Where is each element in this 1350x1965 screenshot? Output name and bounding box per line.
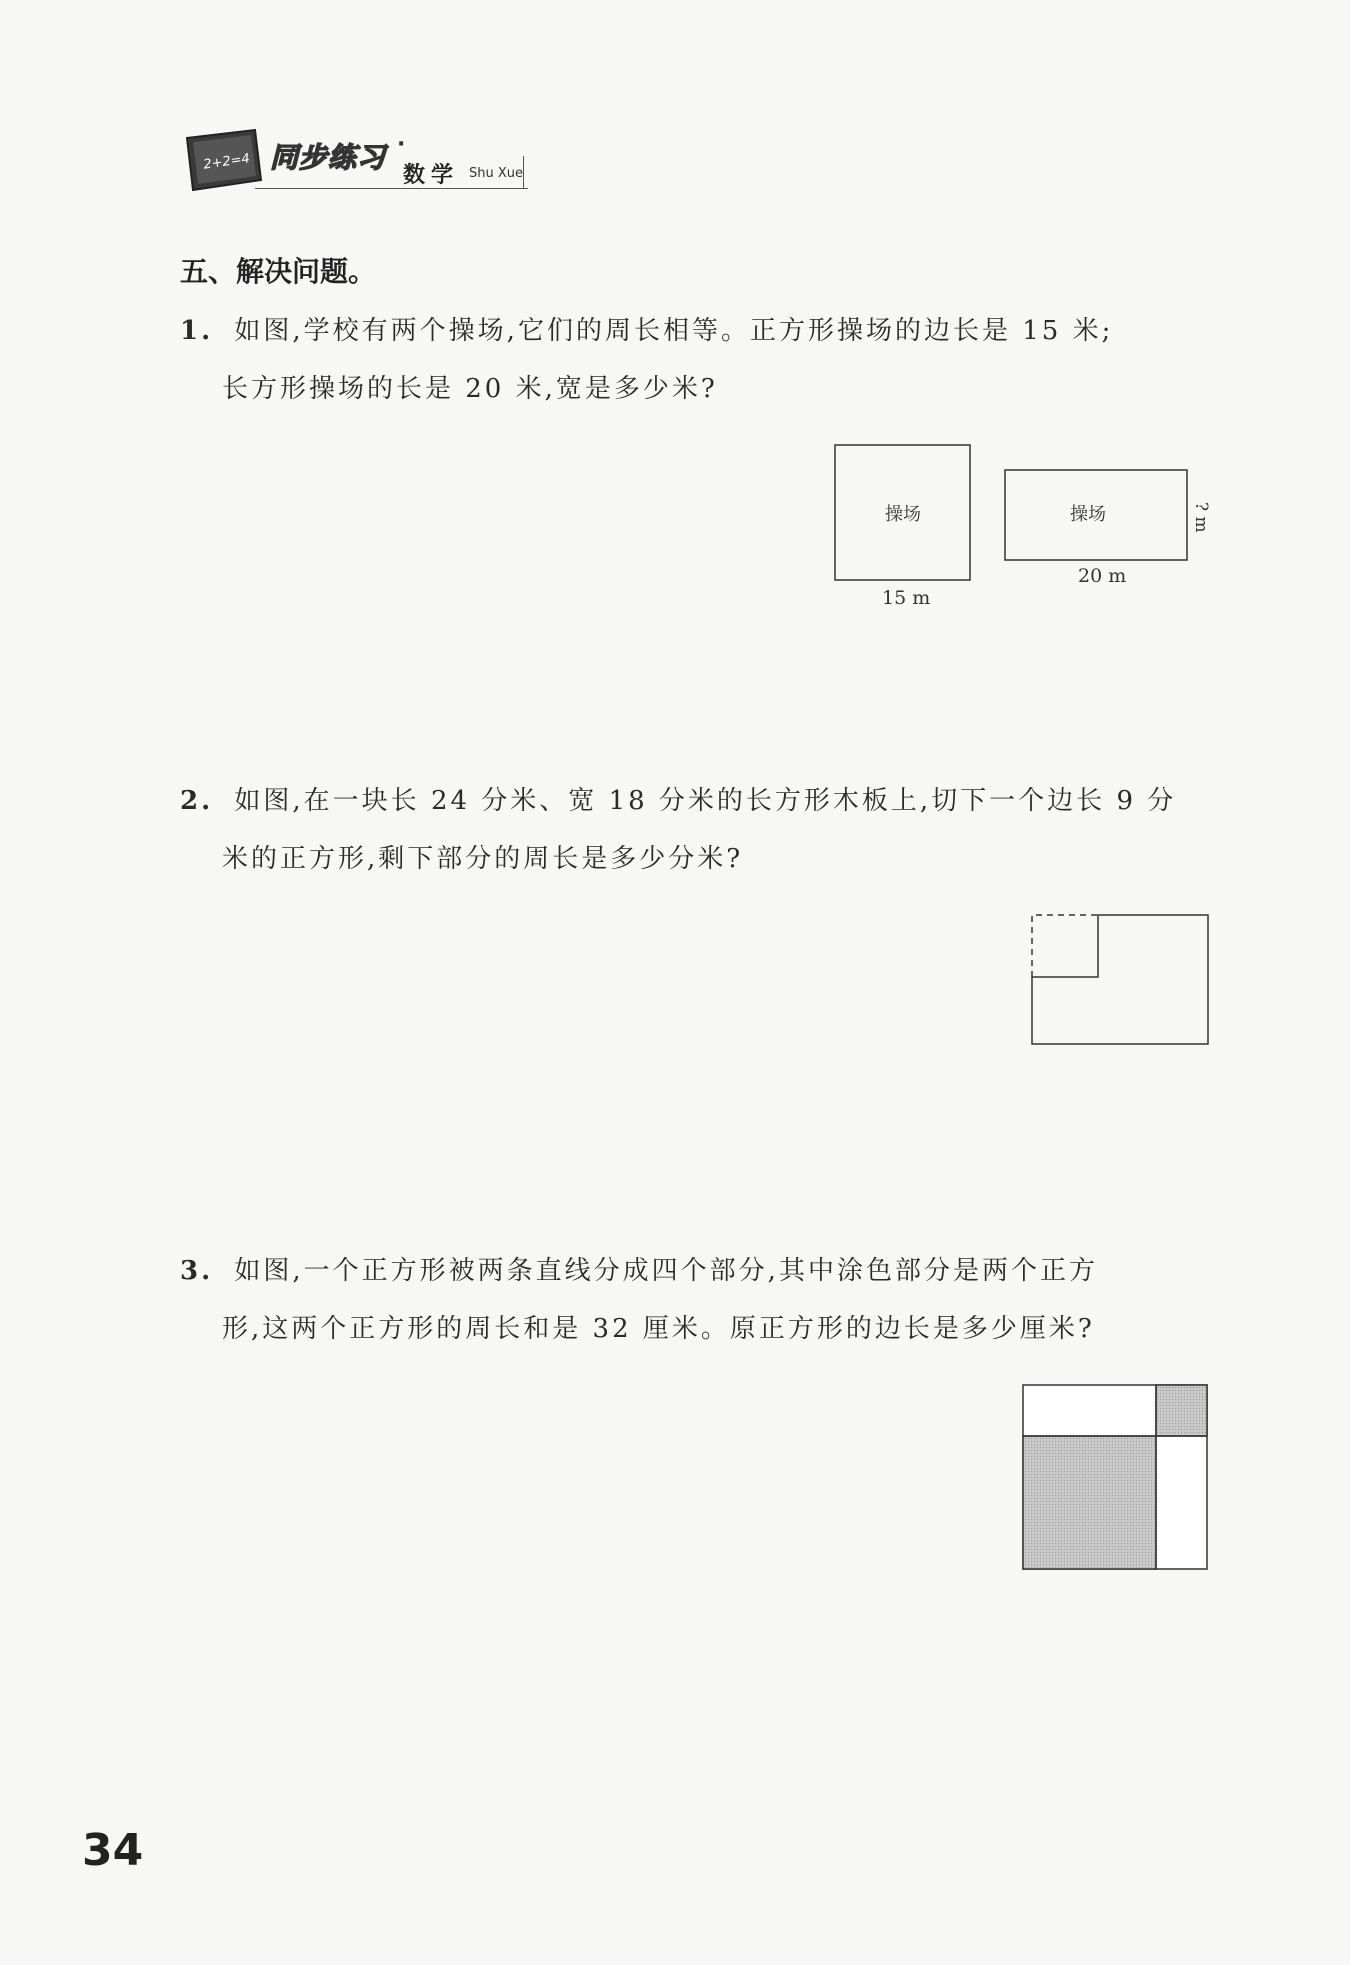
header-rule [255,188,528,189]
square-field-label: 操场 [885,504,921,525]
question-2-line-1 [180,780,1176,817]
rect-width-label: ? m [1191,502,1211,533]
rect-field-label: 操场 [1070,504,1106,525]
cut-square-dashed [1032,915,1098,977]
remaining-board-outline [1032,915,1208,1044]
small-shaded-square [1156,1385,1207,1436]
rect-length-label: 20 m [1078,565,1127,587]
series-brand: 同步练习 [270,141,387,174]
large-shaded-square [1023,1436,1156,1569]
question-1-figure [830,440,1220,620]
section-title: 五、解决问题。 [180,255,377,288]
subject-pinyin: Shu Xue [469,166,524,181]
chalkboard-icon [183,128,265,192]
question-2-line-2: 米的正方形,剩下部分的周长是多少分米? [222,844,744,874]
question-3-figure [1018,1380,1214,1576]
question-1-line-2: 长方形操场的长是 20 米,宽是多少米? [222,374,718,404]
square-side-label: 15 m [882,587,931,609]
page-number: 34 [82,1825,144,1876]
question-1-text-1: 如图,学校有两个操场,它们的周长相等。正方形操场的边长是 15 米; [234,316,1114,346]
question-2-text-1: 如图,在一块长 24 分米、宽 18 分米的长方形木板上,切下一个边长 9 分 [234,786,1177,816]
question-3-text-1: 如图,一个正方形被两条直线分成四个部分,其中涂色部分是两个正方 [234,1256,1098,1286]
question-1-line-1 [180,310,1113,347]
question-2-figure [1028,910,1214,1050]
board-text: 2+2=4 [202,151,251,173]
subject-label: 数学 [403,163,460,188]
page-header [175,118,535,208]
question-3-line-2: 形,这两个正方形的周长和是 32 厘米。原正方形的边长是多少厘米? [222,1314,1095,1344]
header-dot: · [397,132,406,157]
header-rule-end [523,156,524,188]
question-2-number: 2. [180,786,214,816]
question-3-line-1 [180,1250,1098,1287]
question-3-number: 3. [180,1256,214,1286]
question-1-number: 1. [180,316,214,346]
